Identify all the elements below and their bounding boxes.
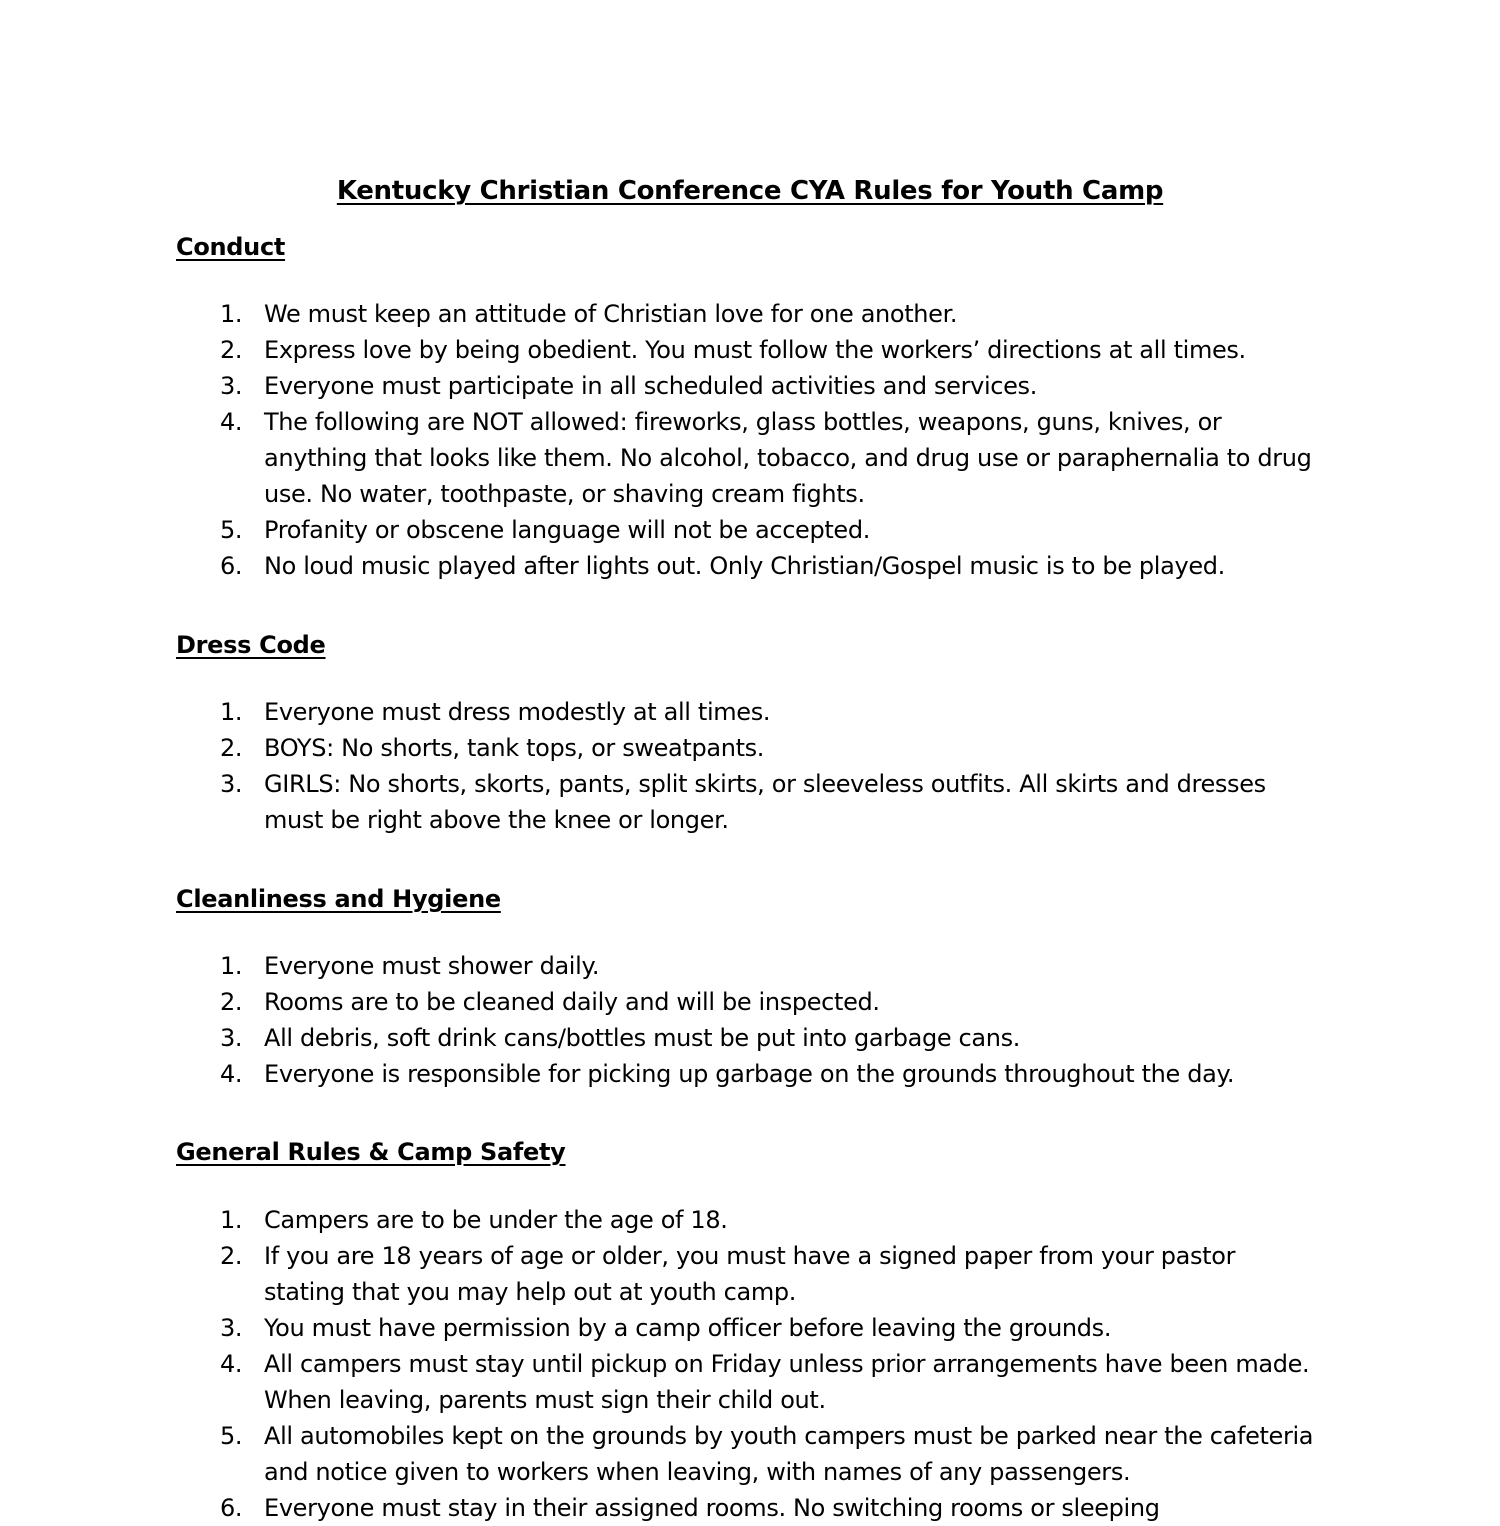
item-number: 4.	[220, 1350, 243, 1378]
rule-list	[220, 296, 1320, 584]
list-item	[220, 368, 1320, 404]
list-item	[220, 1056, 1320, 1092]
item-text: No loud music played after lights out. Only Christian/Gospel music is to be played.	[264, 552, 1225, 580]
item-text: All automobiles kept on the grounds by youth campers must be parked near the cafeteria and notice given to workers when leaving, with names of any passengers.	[264, 1422, 1314, 1486]
list-item	[220, 1202, 1320, 1238]
list-item	[220, 948, 1320, 984]
item-number: 3.	[220, 770, 243, 798]
section-heading: Conduct	[176, 233, 286, 261]
list-item	[220, 332, 1320, 368]
list-item	[220, 512, 1320, 548]
section-dress-code	[176, 630, 1336, 834]
item-text: Rooms are to be cleaned daily and will be inspected.	[264, 988, 880, 1016]
item-number: 2.	[220, 1242, 243, 1270]
list-item-clipped	[220, 1490, 1320, 1526]
item-text: The following are NOT allowed: fireworks, glass bottles, weapons, guns, knives, or anything that looks like them. No alcohol, tobacco, and drug use or paraphernalia to drug use. No water, toothpaste, or shaving cream fights.	[264, 408, 1312, 508]
item-text: All campers must stay until pickup on Friday unless prior arrangements have been made. When leaving, parents must sign their child out.	[264, 1350, 1310, 1414]
item-number: 3.	[220, 372, 243, 400]
item-text: Everyone must participate in all scheduled activities and services.	[264, 372, 1037, 400]
item-number: 2.	[220, 988, 243, 1016]
list-item	[220, 1310, 1320, 1346]
list-item	[220, 766, 1320, 838]
list-item	[220, 404, 1320, 512]
rule-list	[220, 694, 1320, 838]
item-text: Profanity or obscene language will not be accepted.	[264, 516, 870, 544]
section-cleanliness-hygiene	[176, 884, 1336, 1088]
item-number: 5.	[220, 1422, 243, 1450]
item-number: 1.	[220, 952, 243, 980]
item-text: GIRLS: No shorts, skorts, pants, split skirts, or sleeveless outfits. All skirts and dresses must be right above the knee or longer.	[264, 770, 1266, 834]
item-number: 1.	[220, 698, 243, 726]
item-text: Everyone must dress modestly at all times.	[264, 698, 771, 726]
section-heading: Dress Code	[176, 631, 326, 659]
list-item	[220, 1020, 1320, 1056]
item-number: 6.	[220, 1494, 243, 1522]
list-item	[220, 1346, 1320, 1418]
document-title: Kentucky Christian Conference CYA Rules for Youth Camp	[336, 176, 1164, 206]
item-number: 4.	[220, 1060, 243, 1088]
rule-list	[220, 1202, 1320, 1526]
list-item	[220, 984, 1320, 1020]
item-number: 3.	[220, 1024, 243, 1052]
item-text: Campers are to be under the age of 18.	[264, 1206, 728, 1234]
section-heading: Cleanliness and Hygiene	[176, 885, 501, 913]
item-text: All debris, soft drink cans/bottles must be put into garbage cans.	[264, 1024, 1021, 1052]
item-number: 1.	[220, 300, 243, 328]
list-item	[220, 296, 1320, 332]
item-number: 4.	[220, 408, 243, 436]
item-text: Everyone must shower daily.	[264, 952, 600, 980]
rule-list	[220, 948, 1320, 1092]
section-heading: General Rules & Camp Safety	[176, 1138, 566, 1166]
item-number: 5.	[220, 516, 243, 544]
item-number: 2.	[220, 336, 243, 364]
item-text: Everyone must stay in their assigned rooms. No switching rooms or sleeping	[264, 1494, 1160, 1522]
item-text: We must keep an attitude of Christian love for one another.	[264, 300, 958, 328]
section-conduct	[176, 232, 1336, 580]
item-number: 6.	[220, 552, 243, 580]
list-item	[220, 1418, 1320, 1490]
list-item	[220, 1238, 1320, 1310]
list-item	[220, 730, 1320, 766]
section-general-rules-safety	[176, 1137, 1336, 1522]
list-item	[220, 548, 1320, 584]
item-text: Everyone is responsible for picking up garbage on the grounds throughout the day.	[264, 1060, 1235, 1088]
item-text: BOYS: No shorts, tank tops, or sweatpants.	[264, 734, 765, 762]
item-number: 2.	[220, 734, 243, 762]
item-number: 3.	[220, 1314, 243, 1342]
list-item	[220, 694, 1320, 730]
item-text: Express love by being obedient. You must follow the workers’ directions at all times.	[264, 336, 1246, 364]
item-text: If you are 18 years of age or older, you must have a signed paper from your pastor stating that you may help out at youth camp.	[264, 1242, 1236, 1306]
item-text: You must have permission by a camp officer before leaving the grounds.	[264, 1314, 1112, 1342]
item-number: 1.	[220, 1206, 243, 1234]
